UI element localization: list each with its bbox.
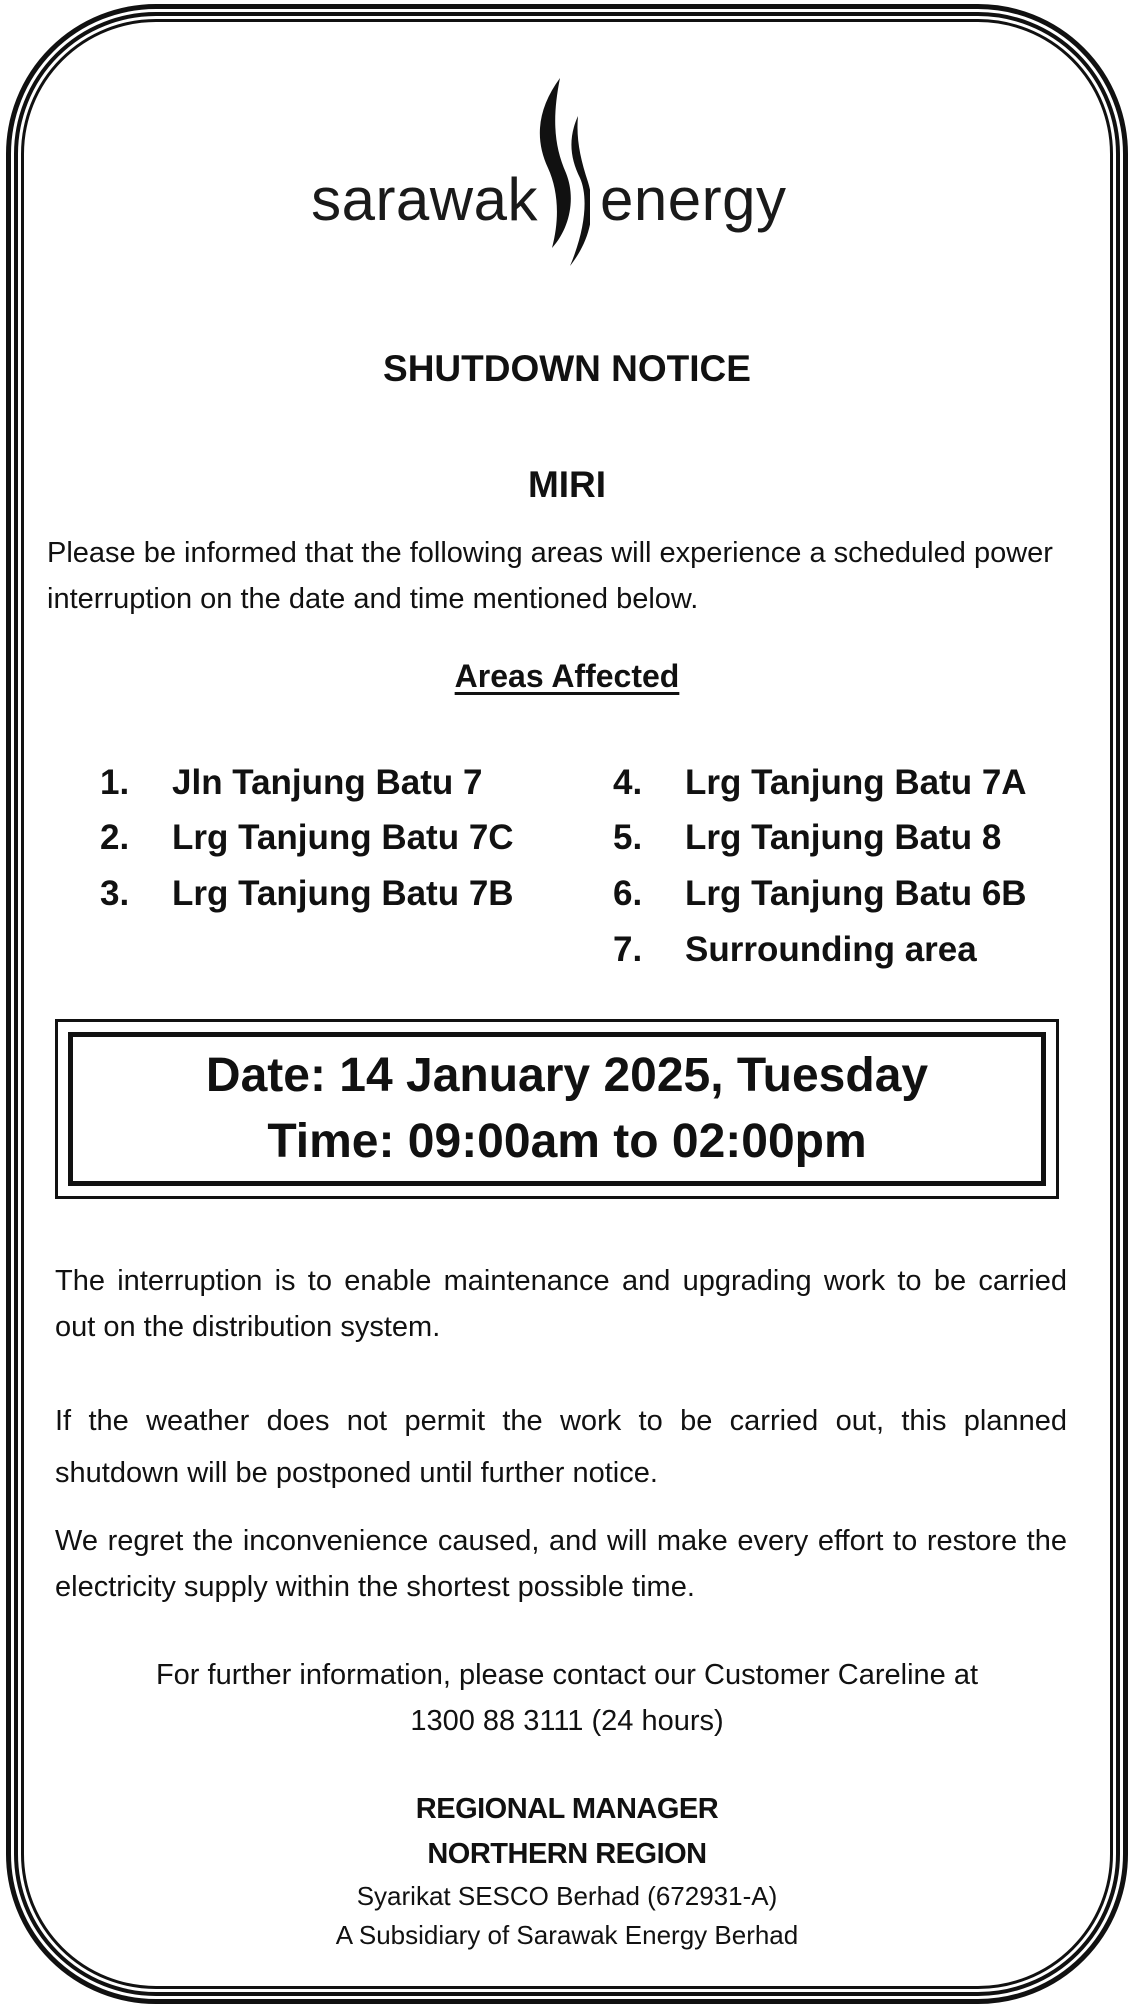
area-number: 6. <box>613 874 643 913</box>
area-name: Lrg Tanjung Batu 7B <box>172 874 514 913</box>
area-name: Lrg Tanjung Batu 8 <box>685 818 1002 857</box>
contact-info <box>0 1652 1134 1744</box>
reason-paragraph: The interruption is to enable maintenance and upgrading work to be carried out on the distribution system. <box>55 1265 1067 1343</box>
area-name: Jln Tanjung Batu 7 <box>172 763 483 802</box>
area-number: 4. <box>613 763 643 802</box>
signatory-region: NORTHERN REGION <box>427 1838 707 1870</box>
logo-text-left: sarawak <box>311 166 538 233</box>
parent-company: A Subsidiary of Sarawak Energy Berhad <box>335 1920 799 1950</box>
area-number: 1. <box>100 763 130 802</box>
area-number: 3. <box>100 874 130 913</box>
area-name: Surrounding area <box>685 930 977 969</box>
area-name: Lrg Tanjung Batu 7A <box>685 763 1027 802</box>
contact-line: For further information, please contact our Customer Careline at <box>155 1659 979 1691</box>
area-name: Lrg Tanjung Batu 6B <box>685 874 1027 913</box>
notice-title: SHUTDOWN NOTICE <box>383 348 751 389</box>
area-name: Lrg Tanjung Batu 7C <box>172 818 514 857</box>
signatory-title: REGIONAL MANAGER <box>415 1793 719 1825</box>
area-number: 5. <box>613 818 643 857</box>
logo-text-right: energy <box>600 166 787 233</box>
areas-affected-heading: Areas Affected <box>454 658 680 694</box>
sarawak-energy-logo <box>300 78 800 278</box>
intro-paragraph: Please be informed that the following areas will experience a scheduled power interruption on the date and time mentioned below. <box>47 537 1053 615</box>
city-name: MIRI <box>527 464 607 505</box>
area-number: 7. <box>613 930 643 969</box>
careline-number: 1300 88 3111 (24 hours) <box>410 1705 724 1737</box>
company-name: Syarikat SESCO Berhad (672931-A) <box>356 1881 778 1911</box>
area-number: 2. <box>100 818 130 857</box>
apology-paragraph: We regret the inconvenience caused, and will make every effort to restore the electricity supply within the shortest possible time. <box>55 1525 1067 1603</box>
flame-icon <box>530 78 590 268</box>
shutdown-time: Time: 09:00am to 02:00pm <box>267 1115 867 1168</box>
shutdown-date: Date: 14 January 2025, Tuesday <box>205 1049 929 1102</box>
weather-paragraph: If the weather does not permit the work to be carried out, this planned shutdown will be postponed until further notice. <box>55 1405 1067 1489</box>
